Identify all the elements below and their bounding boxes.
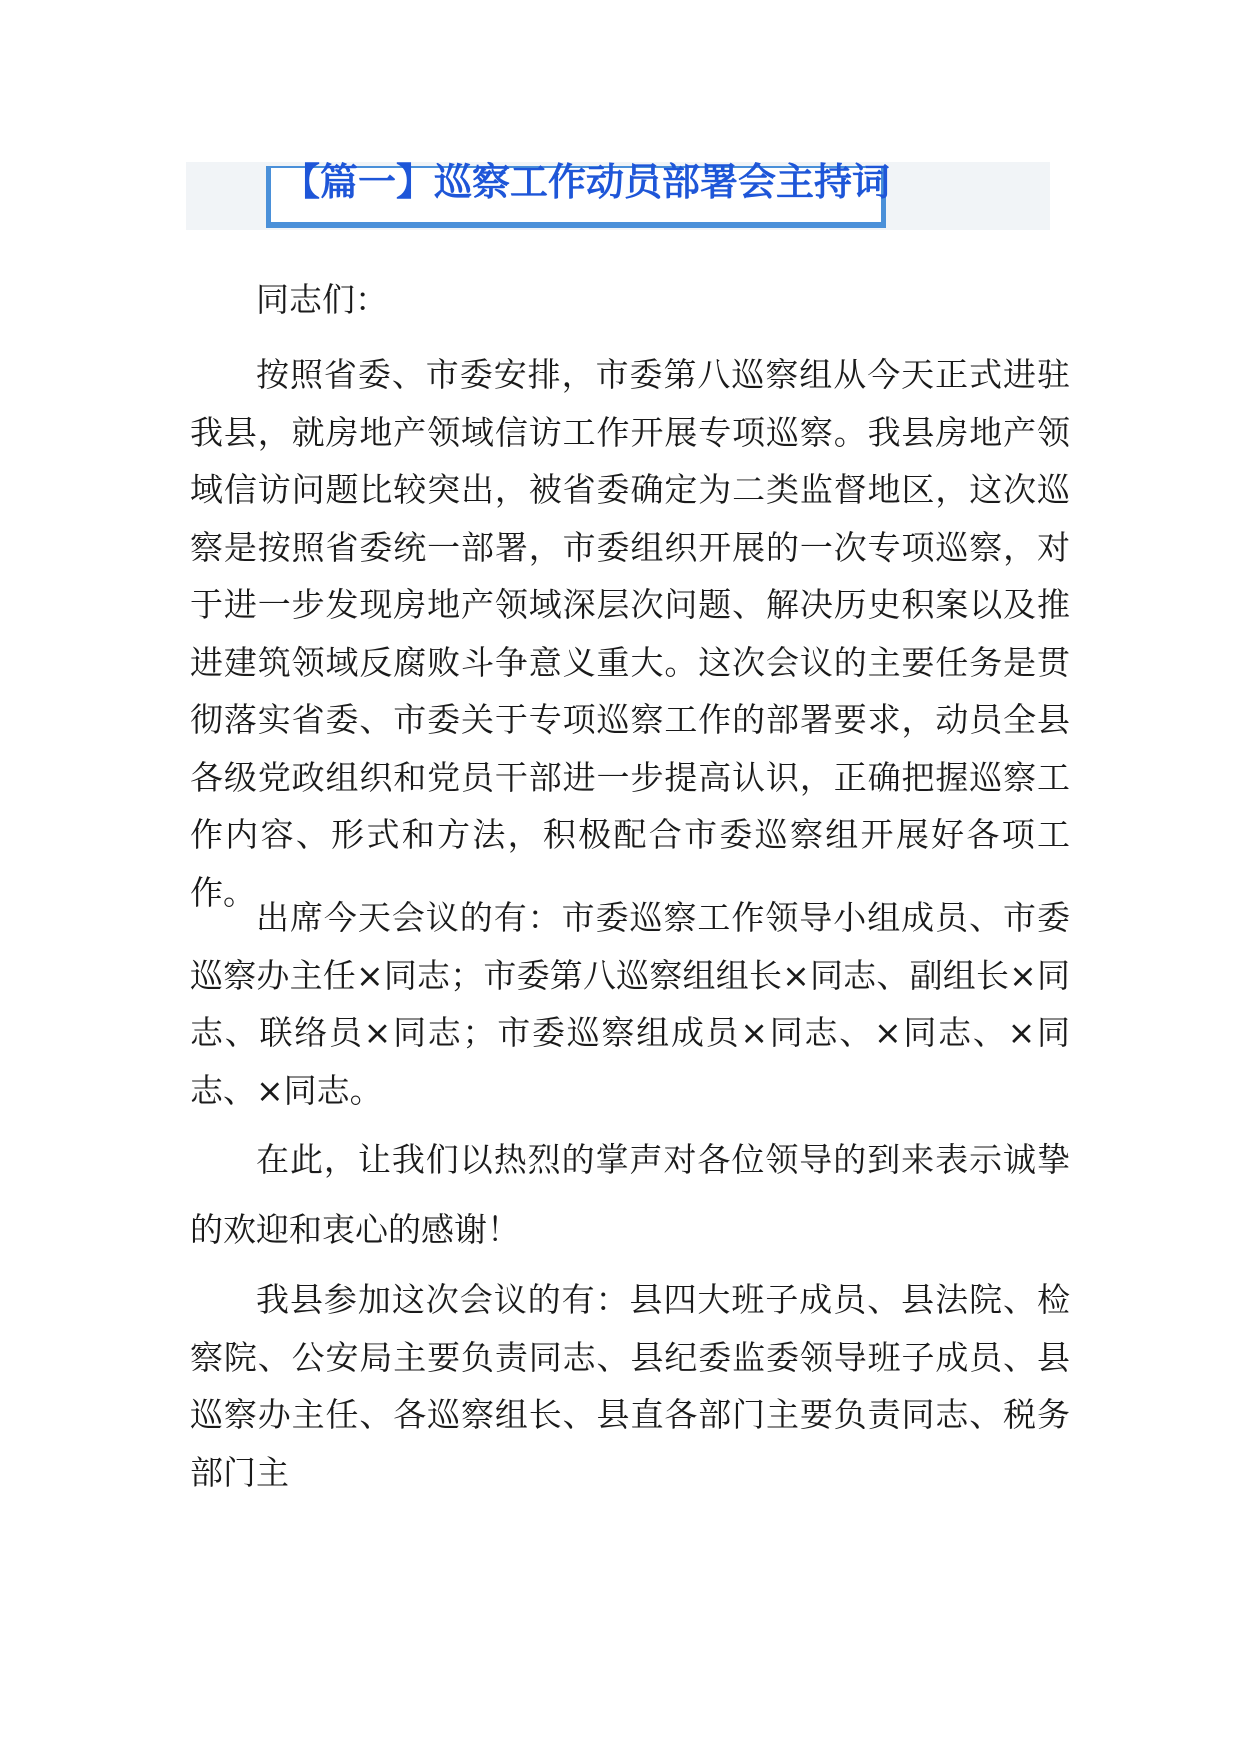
paragraph-participants: 我县参加这次会议的有：县四大班子成员、县法院、检察院、公安局主要负责同志、县纪委监委领导班子成员、县巡察办主任、各巡察组长、县直各部门主要负责同志、税务部门主 [190,1280,1070,1492]
paragraph-intro: 按照省委、市委安排，市委第八巡察组从今天正式进驻我县，就房地产领域信访工作开展专项巡察。我县房地产领域信访问题比较突出，被省委确定为二类监督地区，这次巡察是按照省委统一部署，市委组织开展的一次专项巡察，对于进一步发现房地产领域深层次问题、解决历史积案以及推进建筑领域反腐败斗争意义重大。这次会议的主要任务是贯彻落实省委、市委关于专项巡察工作的部署要求，动员全县各级党政组织和党员干部进一步提高认识，正确把握巡察工作内容、形式和方法，积极配合市委巡察组开展好各项工作。 [190,355,1070,912]
greeting: 同志们： [256,280,388,319]
paragraph-welcome: 在此，让我们以热烈的掌声对各位领导的到来表示诚挚的欢迎和衷心的感谢！ [190,1140,1070,1249]
document-title: 【篇一】巡察工作动员部署会主持词 [282,159,891,204]
paragraph-attendees: 出席今天会议的有：市委巡察工作领导小组成员、市委巡察办主任×同志；市委第八巡察组组长×同志、副组长×同志、联络员×同志；市委巡察组成员×同志、×同志、×同志、×同志。 [190,898,1070,1110]
